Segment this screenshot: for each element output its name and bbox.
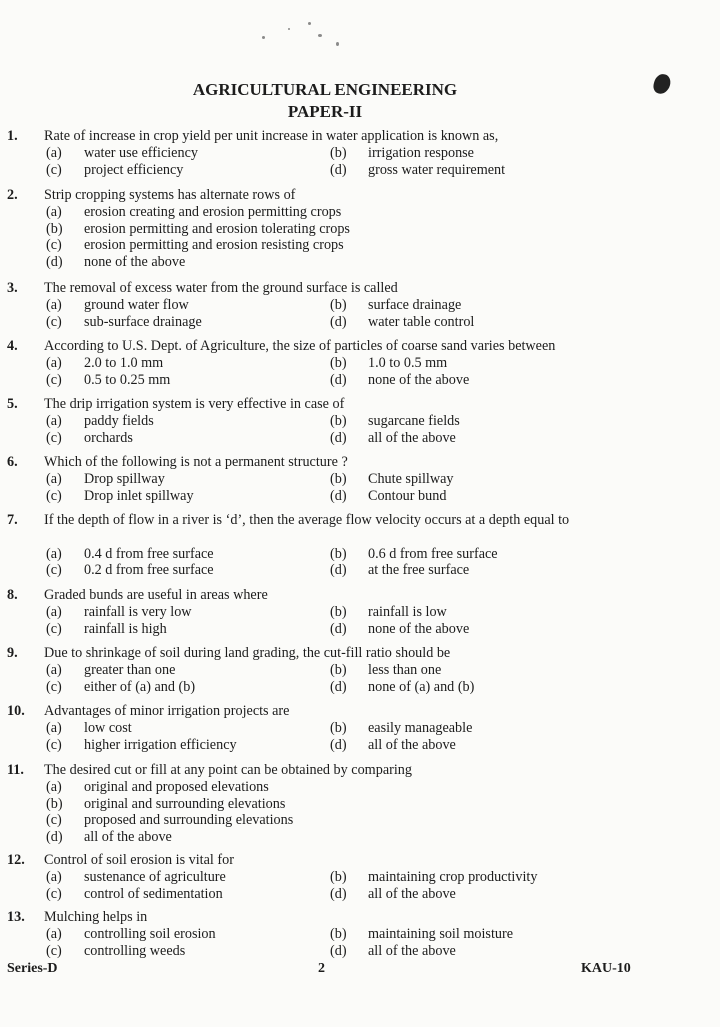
scan-speck xyxy=(336,42,339,46)
option-letter: (b) xyxy=(330,545,347,562)
option-text: rainfall is high xyxy=(84,620,167,637)
option-c xyxy=(46,237,344,254)
option-text: gross water requirement xyxy=(368,161,506,178)
option-letter: (b) xyxy=(46,220,63,237)
option-text: sub-surface drainage xyxy=(84,313,202,330)
option-a xyxy=(46,662,175,679)
option-d xyxy=(46,254,185,271)
question-number: 8. xyxy=(7,587,18,603)
option-text: none of the above xyxy=(368,371,470,388)
option-text: rainfall is low xyxy=(368,603,447,620)
option-letter: (b) xyxy=(330,412,347,429)
option-c xyxy=(46,679,195,696)
option-c xyxy=(46,886,223,903)
option-b xyxy=(330,145,474,162)
option-letter: (d) xyxy=(330,942,347,959)
option-text: none of the above xyxy=(84,254,186,271)
option-letter: (c) xyxy=(46,942,62,959)
option-letter: (c) xyxy=(46,736,62,753)
option-letter: (c) xyxy=(46,237,62,254)
option-letter: (c) xyxy=(46,812,62,829)
option-text: original and proposed elevations xyxy=(84,778,269,795)
option-text: higher irrigation efficiency xyxy=(84,736,237,753)
option-text: Drop spillway xyxy=(84,470,165,487)
option-a xyxy=(46,869,226,886)
paper-subtitle: PAPER-II xyxy=(287,102,363,121)
question-text: Due to shrinkage of soil during land grading, the cut-fill ratio should be xyxy=(44,645,451,661)
option-letter: (c) xyxy=(46,620,62,637)
option-c xyxy=(46,162,183,179)
option-b xyxy=(46,796,285,813)
option-letter: (c) xyxy=(46,313,62,330)
option-d xyxy=(330,679,474,696)
option-text: Contour bund xyxy=(368,487,447,504)
option-b xyxy=(330,413,460,430)
option-text: easily manageable xyxy=(368,719,473,736)
option-letter: (b) xyxy=(330,144,347,161)
option-letter: (d) xyxy=(330,562,347,579)
option-text: 0.4 d from free surface xyxy=(84,545,214,562)
scan-speck xyxy=(308,22,311,25)
option-d xyxy=(330,737,456,754)
option-letter: (a) xyxy=(46,412,62,429)
option-c xyxy=(46,314,202,331)
option-letter: (d) xyxy=(330,885,347,902)
option-text: less than one xyxy=(368,661,442,678)
option-letter: (d) xyxy=(46,254,63,271)
option-c xyxy=(46,562,214,579)
option-a xyxy=(46,720,132,737)
scan-speck xyxy=(318,34,322,37)
option-letter: (b) xyxy=(330,661,347,678)
option-text: all of the above xyxy=(368,429,456,446)
option-b xyxy=(330,869,537,886)
question-number: 9. xyxy=(7,645,18,661)
option-letter: (d) xyxy=(330,371,347,388)
question-text: The removal of excess water from the ground surface is called xyxy=(44,280,398,296)
question-text: The drip irrigation system is very effective in case of xyxy=(44,396,345,412)
option-text: water table control xyxy=(368,313,475,330)
question-number: 5. xyxy=(7,396,18,412)
option-b xyxy=(330,926,513,943)
option-a xyxy=(46,926,216,943)
option-c xyxy=(46,430,133,447)
scan-speck xyxy=(288,28,290,30)
question-text: Which of the following is not a permanent structure ? xyxy=(44,454,348,470)
option-d xyxy=(330,943,456,960)
option-text: none of the above xyxy=(368,620,470,637)
option-letter: (a) xyxy=(46,868,62,885)
option-text: maintaining crop productivity xyxy=(368,868,538,885)
option-a xyxy=(46,779,269,796)
option-letter: (b) xyxy=(330,354,347,371)
question-number: 4. xyxy=(7,338,18,354)
option-a xyxy=(46,413,154,430)
option-a xyxy=(46,604,192,621)
option-text: Drop inlet spillway xyxy=(84,487,194,504)
question-number: 10. xyxy=(7,703,25,719)
paper-title: AGRICULTURAL ENGINEERING xyxy=(192,80,458,99)
option-text: original and surrounding elevations xyxy=(84,795,286,812)
option-a xyxy=(46,546,214,563)
option-letter: (a) xyxy=(46,203,62,220)
option-d xyxy=(330,314,474,331)
option-letter: (c) xyxy=(46,678,62,695)
option-letter: (d) xyxy=(330,313,347,330)
option-text: 0.2 d from free surface xyxy=(84,562,214,579)
option-text: 0.5 to 0.25 mm xyxy=(84,371,171,388)
question-number: 6. xyxy=(7,454,18,470)
option-c xyxy=(46,621,167,638)
ink-blot xyxy=(652,72,673,95)
option-text: control of sedimentation xyxy=(84,885,223,902)
paper-code: KAU-10 xyxy=(581,961,631,976)
option-letter: (c) xyxy=(46,487,62,504)
option-letter: (d) xyxy=(330,678,347,695)
question-text: According to U.S. Dept. of Agriculture, the size of particles of coarse sand varies between xyxy=(44,338,556,354)
option-text: maintaining soil moisture xyxy=(368,925,514,942)
option-text: controlling soil erosion xyxy=(84,925,216,942)
option-text: erosion permitting and erosion tolerating crops xyxy=(84,220,350,237)
page-number: 2 xyxy=(318,961,325,976)
question-number: 2. xyxy=(7,187,18,203)
option-letter: (b) xyxy=(330,719,347,736)
option-letter: (a) xyxy=(46,603,62,620)
option-letter: (a) xyxy=(46,545,62,562)
option-text: all of the above xyxy=(368,942,456,959)
option-b xyxy=(330,355,447,372)
question-number: 3. xyxy=(7,280,18,296)
option-letter: (b) xyxy=(330,603,347,620)
option-b xyxy=(330,297,461,314)
option-d xyxy=(330,430,456,447)
option-d xyxy=(330,162,505,179)
option-text: either of (a) and (b) xyxy=(84,678,196,695)
option-c xyxy=(46,737,237,754)
option-letter: (d) xyxy=(330,620,347,637)
option-text: sustenance of agriculture xyxy=(84,868,226,885)
option-text: all of the above xyxy=(368,885,456,902)
question-number: 13. xyxy=(7,909,25,925)
option-text: project efficiency xyxy=(84,161,184,178)
option-text: all of the above xyxy=(368,736,456,753)
option-b xyxy=(46,221,350,238)
option-a xyxy=(46,471,165,488)
question-text: Control of soil erosion is vital for xyxy=(44,852,234,868)
option-text: greater than one xyxy=(84,661,176,678)
option-letter: (d) xyxy=(330,161,347,178)
option-letter: (a) xyxy=(46,144,62,161)
option-letter: (c) xyxy=(46,429,62,446)
option-letter: (a) xyxy=(46,925,62,942)
option-d xyxy=(330,372,469,389)
option-text: water use efficiency xyxy=(84,144,198,161)
option-b xyxy=(330,720,472,737)
option-letter: (c) xyxy=(46,371,62,388)
option-c xyxy=(46,372,170,389)
option-letter: (a) xyxy=(46,296,62,313)
option-a xyxy=(46,145,198,162)
option-d xyxy=(330,562,469,579)
option-text: Chute spillway xyxy=(368,470,454,487)
option-text: none of (a) and (b) xyxy=(368,678,475,695)
option-letter: (b) xyxy=(46,795,63,812)
option-text: 1.0 to 0.5 mm xyxy=(368,354,448,371)
question-text: Graded bunds are useful in areas where xyxy=(44,587,268,603)
option-c xyxy=(46,488,194,505)
question-text: The desired cut or fill at any point can be obtained by comparing xyxy=(44,762,412,778)
option-c xyxy=(46,943,185,960)
question-number: 12. xyxy=(7,852,25,868)
option-text: erosion creating and erosion permitting crops xyxy=(84,203,342,220)
question-number: 7. xyxy=(7,512,18,528)
question-number: 11. xyxy=(7,762,24,778)
option-a xyxy=(46,297,189,314)
option-text: ground water flow xyxy=(84,296,189,313)
option-letter: (a) xyxy=(46,354,62,371)
option-text: surface drainage xyxy=(368,296,462,313)
option-text: erosion permitting and erosion resisting crops xyxy=(84,237,344,254)
option-b xyxy=(330,471,454,488)
question-text: Rate of increase in crop yield per unit increase in water application is known as, xyxy=(44,128,499,144)
option-text: controlling weeds xyxy=(84,942,186,959)
option-b xyxy=(330,604,447,621)
option-letter: (a) xyxy=(46,470,62,487)
option-text: paddy fields xyxy=(84,412,154,429)
question-text: Advantages of minor irrigation projects are xyxy=(44,703,290,719)
option-d xyxy=(330,621,469,638)
option-d xyxy=(46,829,172,846)
option-a xyxy=(46,355,163,372)
option-letter: (b) xyxy=(330,868,347,885)
option-letter: (d) xyxy=(46,829,63,846)
option-letter: (d) xyxy=(330,429,347,446)
option-letter: (d) xyxy=(330,487,347,504)
scan-speck xyxy=(262,36,265,39)
option-c xyxy=(46,812,293,829)
option-text: orchards xyxy=(84,429,133,446)
option-text: sugarcane fields xyxy=(368,412,460,429)
question-text: If the depth of flow in a river is ‘d’, then the average flow velocity occurs at a depth equal to xyxy=(44,512,570,528)
option-text: low cost xyxy=(84,719,132,736)
option-d xyxy=(330,488,446,505)
option-text: rainfall is very low xyxy=(84,603,192,620)
question-number: 1. xyxy=(7,128,18,144)
option-text: 0.6 d from free surface xyxy=(368,545,498,562)
question-text: Mulching helps in xyxy=(44,909,148,925)
option-b xyxy=(330,662,441,679)
option-letter: (b) xyxy=(330,470,347,487)
option-letter: (b) xyxy=(330,925,347,942)
option-letter: (c) xyxy=(46,161,62,178)
question-text: Strip cropping systems has alternate rows of xyxy=(44,187,296,203)
option-d xyxy=(330,886,456,903)
option-text: all of the above xyxy=(84,829,172,846)
option-letter: (a) xyxy=(46,719,62,736)
option-letter: (c) xyxy=(46,885,62,902)
option-text: 2.0 to 1.0 mm xyxy=(84,354,164,371)
option-letter: (a) xyxy=(46,661,62,678)
option-letter: (d) xyxy=(330,736,347,753)
option-letter: (b) xyxy=(330,296,347,313)
option-text: irrigation response xyxy=(368,144,474,161)
option-a xyxy=(46,204,341,221)
option-letter: (a) xyxy=(46,778,62,795)
option-b xyxy=(330,546,498,563)
option-letter: (c) xyxy=(46,562,62,579)
option-text: at the free surface xyxy=(368,562,470,579)
option-text: proposed and surrounding elevations xyxy=(84,812,294,829)
series-label: Series-D xyxy=(7,961,58,976)
